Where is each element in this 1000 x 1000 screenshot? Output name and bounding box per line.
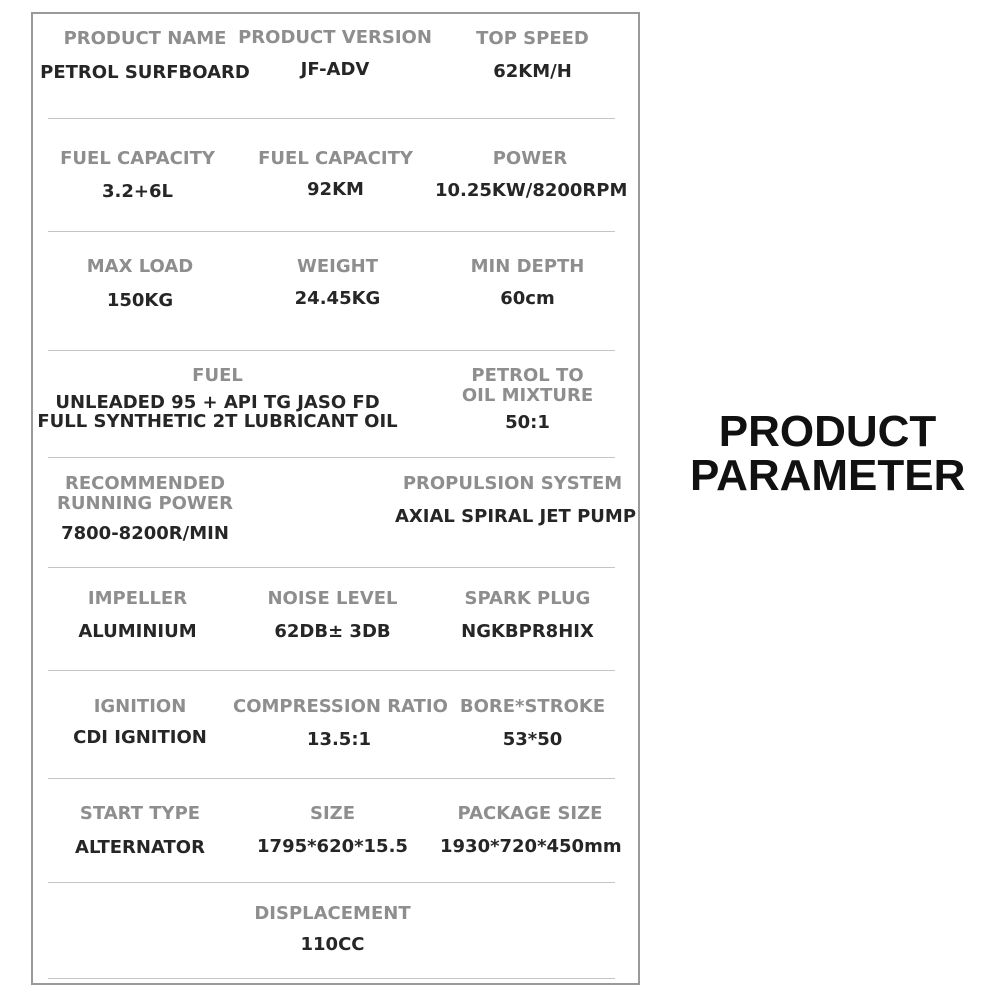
param-label: MAX LOAD (86, 256, 194, 277)
param-label: NOISE LEVEL (267, 588, 398, 609)
product-parameter-heading (690, 407, 966, 500)
param-value: ALTERNATOR (75, 837, 205, 858)
param-value: 50:1 (505, 412, 550, 433)
param-compression-ratio (233, 696, 448, 750)
param-label: PACKAGE SIZE (457, 803, 603, 824)
param-label: RUNNING POWER (57, 493, 233, 514)
param-value: CDI IGNITION (73, 727, 207, 748)
param-value: NGKBPR8HIX (461, 621, 594, 642)
param-value: UNLEADED 95 + API TG JASO FD (55, 392, 380, 413)
param-value: 92KM (307, 179, 364, 200)
row-divider (48, 457, 615, 458)
param-label: IMPELLER (87, 588, 188, 609)
row-divider (48, 778, 615, 779)
param-value: JF-ADV (300, 59, 370, 80)
param-top-speed (440, 29, 625, 82)
param-value: 110CC (300, 934, 365, 955)
param-value: 53*50 (502, 729, 563, 750)
param-fuel (35, 366, 400, 431)
row-divider (48, 118, 615, 119)
row-divider (48, 882, 615, 883)
row-divider (48, 231, 615, 232)
param-value: 62DB± 3DB (274, 621, 391, 642)
param-propulsion-system (395, 473, 637, 527)
param-label: SIZE (309, 803, 355, 824)
param-displacement (235, 904, 430, 955)
param-ignition (40, 697, 240, 748)
param-fuel-capacity (40, 149, 235, 202)
param-value: PETROL SURFBOARD (40, 62, 250, 83)
param-size (235, 804, 430, 857)
param-label: PETROL TO (471, 365, 584, 386)
row-divider (48, 350, 615, 351)
param-label: IGNITION (93, 696, 187, 717)
param-value: 60cm (500, 288, 555, 309)
param-label: FUEL CAPACITY (60, 148, 215, 169)
param-label: START TYPE (79, 803, 201, 824)
param-value: 13.5:1 (306, 729, 372, 750)
param-label: RECOMMENDED (64, 473, 226, 494)
param-value: 10.25KW/8200RPM (435, 180, 628, 201)
param-value: ALUMINIUM (78, 621, 197, 642)
param-value: 1795*620*15.5 (257, 836, 408, 857)
param-spark-plug (435, 589, 620, 642)
param-value: 1930*720*450mm (440, 836, 622, 857)
param-label: PROPULSION SYSTEM (402, 473, 623, 494)
param-value: AXIAL SPIRAL JET PUMP (395, 506, 637, 527)
param-label: FUEL (192, 365, 243, 386)
param-value: 7800-8200R/MIN (61, 523, 229, 544)
row-divider (48, 978, 615, 979)
param-label: TOP SPEED (476, 28, 589, 49)
heading-line: PRODUCT (718, 407, 937, 456)
param-min-depth (435, 257, 620, 309)
param-label: OIL MIXTURE (461, 385, 594, 406)
param-value: 3.2+6L (102, 181, 173, 202)
param-label: DISPLACEMENT (254, 903, 411, 924)
param-petrol-oil-mixture (440, 366, 615, 433)
param-label: PRODUCT VERSION (238, 27, 432, 48)
param-label: FUEL CAPACITY (258, 148, 413, 169)
param-power (435, 148, 628, 201)
param-label: WEIGHT (297, 256, 378, 277)
param-impeller (40, 589, 235, 642)
param-bore-stroke (440, 697, 625, 750)
param-label: COMPRESSION RATIO (233, 696, 448, 717)
param-product-version (235, 28, 435, 80)
heading-line: PARAMETER (690, 451, 966, 500)
param-label: POWER (492, 148, 568, 169)
param-label: PRODUCT NAME (63, 28, 227, 49)
param-package-size (440, 804, 620, 857)
param-value: 150KG (106, 290, 174, 311)
row-divider (48, 670, 615, 671)
param-recommended-running-power (45, 474, 245, 544)
param-max-load (45, 257, 235, 311)
param-value: 24.45KG (294, 288, 381, 309)
param-product-name (35, 29, 255, 83)
param-value: 62KM/H (493, 61, 572, 82)
param-value: FULL SYNTHETIC 2T LUBRICANT OIL (37, 411, 398, 432)
param-weight (240, 257, 435, 309)
param-fuel-capacity-range (238, 149, 433, 200)
param-label: SPARK PLUG (464, 588, 591, 609)
param-start-type (40, 804, 240, 858)
param-noise-level (235, 589, 430, 642)
param-label: MIN DEPTH (470, 256, 585, 277)
row-divider (48, 567, 615, 568)
param-label: BORE*STROKE (459, 696, 606, 717)
